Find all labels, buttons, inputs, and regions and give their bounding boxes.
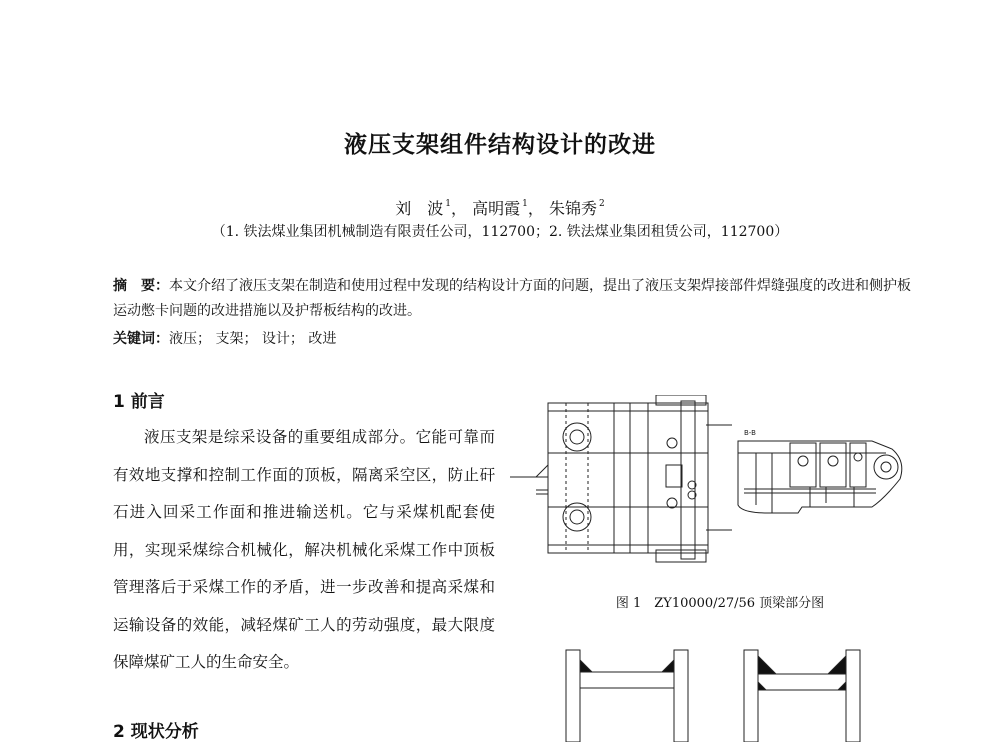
abstract-label: 摘 要： [113, 278, 169, 294]
canopy-section-view [738, 441, 902, 513]
keywords-label: 关键词： [113, 331, 169, 347]
abstract-text: 本文介绍了液压支架在制造和使用过程中发现的结构设计方面的问题，提出了液压支架焊接部件焊缝强度的改进和侧护板运动憋卡问题的改进措施以及护帮板结构的改进。 [113, 278, 911, 319]
figure-1-caption: 图 1 ZY10000/27/56 顶梁部分图 [615, 596, 825, 611]
author-separator: ， [451, 199, 468, 218]
intro-text: 液压支架是综采设备的重要组成部分。它能可靠而有效地支撑和控制工作面的顶板，隔离采空区，防止矸石进入回采工作面和推进输送机。它与采煤机配套使用，实现采煤综合机械化，解决机械化采煤工作中顶板管理落后于采煤工作的矛盾，进一步改善和提高采煤和运输设备的效能，减轻煤矿工人的劳动强度，最大限度保障煤矿工人的生命安全。 [113, 428, 495, 671]
section-label: B-B [744, 429, 756, 437]
figure-2-drawing [550, 640, 870, 742]
section-heading-analysis: 2 现状分析 [113, 722, 199, 742]
abstract [113, 274, 913, 324]
author-affil-mark: 2 [599, 199, 605, 209]
keywords [113, 328, 336, 348]
weld-detail-left [566, 650, 688, 742]
author-line [0, 196, 1000, 219]
keywords-text: 液压； 支架； 设计； 改进 [169, 331, 337, 347]
figure-1-drawing [506, 395, 934, 570]
author-name: 朱锦秀 [548, 199, 597, 218]
canopy-side-view [510, 395, 732, 562]
author-separator: ， [527, 199, 544, 218]
author-affil-mark: 1 [445, 199, 452, 209]
weld-detail-right [744, 650, 860, 742]
affiliations: （1. 铁法煤业集团机械制造有限责任公司，112700；2. 铁法煤业集团租赁公司，112700） [211, 224, 789, 240]
section-heading-intro: 1 前言 [113, 392, 165, 412]
intro-paragraph [113, 419, 495, 682]
author-name: 刘 波 [395, 199, 444, 218]
author-affil-mark: 1 [522, 199, 528, 209]
author-name: 高明霞 [472, 199, 521, 218]
paper-title: 液压支架组件结构设计的改进 [344, 132, 656, 158]
